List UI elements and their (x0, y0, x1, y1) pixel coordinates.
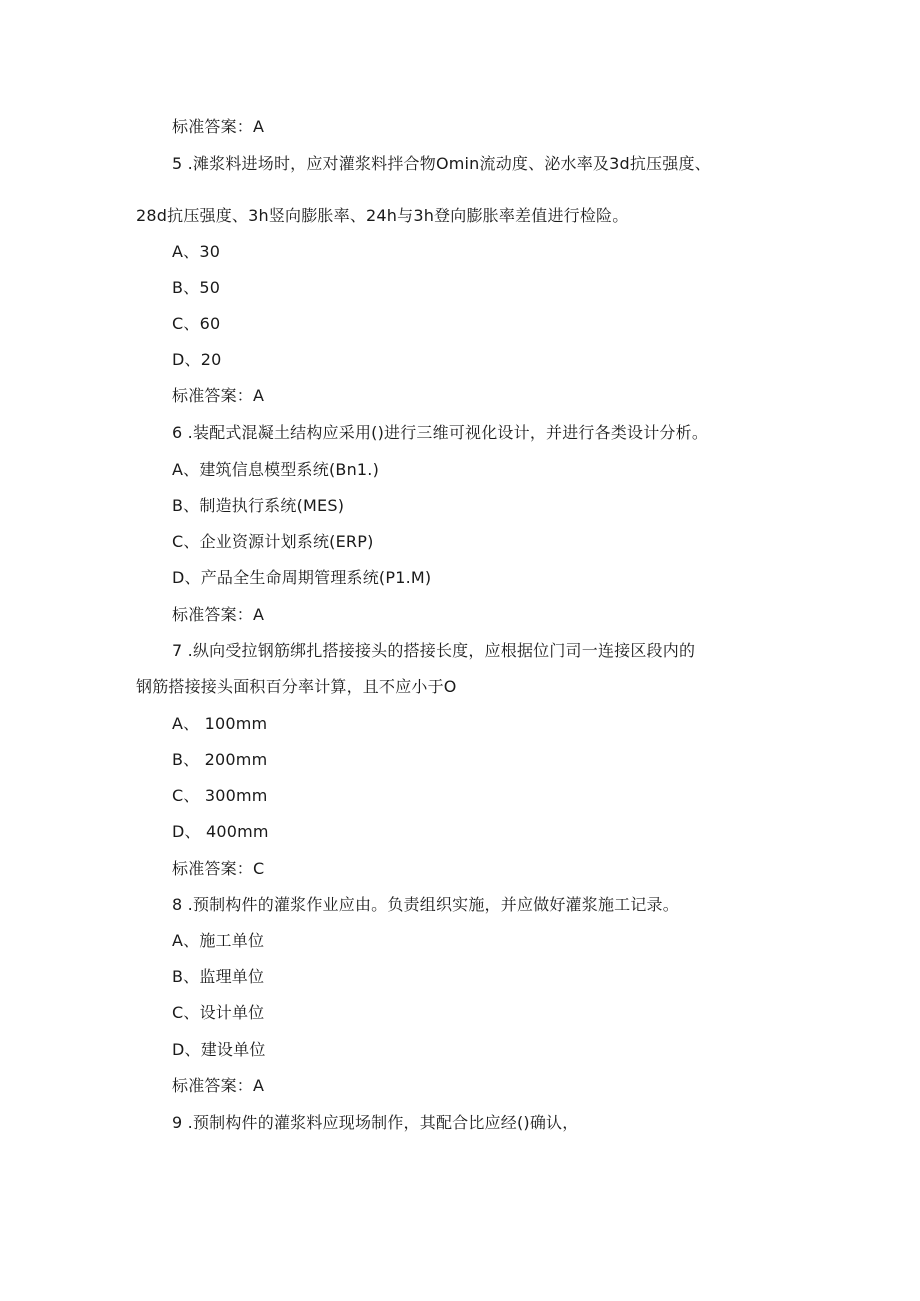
answer-line: 标准答案：A (172, 386, 265, 405)
option-c: C、60 (172, 314, 221, 333)
option-d: D、建设单位 (172, 1040, 266, 1059)
option-a: A、30 (172, 242, 221, 261)
option-a: A、施工单位 (172, 931, 265, 950)
question-7-text: 7 .纵向受拉钢筋绑扎搭接接头的搭接长度，应根据位门司一连接区段内的 (172, 641, 696, 660)
option-b: B、 200mm (172, 750, 268, 769)
answer-line: 标准答案：A (172, 605, 265, 624)
answer-line: 标准答案：A (172, 117, 265, 136)
option-d: D、产品全生命周期管理系统(P1.M) (172, 568, 432, 587)
option-b: B、制造执行系统(MES) (172, 496, 345, 515)
answer-line: 标准答案：C (172, 859, 265, 878)
option-a: A、 100mm (172, 714, 268, 733)
question-7-text-continued: 钢筋搭接接头面积百分率计算，且不应小于O (136, 677, 457, 696)
option-c: C、企业资源计划系统(ERP) (172, 532, 374, 551)
option-a: A、建筑信息模型系统(Bn1.) (172, 460, 380, 479)
question-9-text: 9 .预制构件的灌浆料应现场制作，其配合比应经()确认， (172, 1113, 579, 1132)
option-d: D、 400mm (172, 822, 269, 841)
question-5-text-continued: 28d抗压强度、3h竖向膨胀率、24h与3h登向膨胀率差值进行检险。 (136, 206, 629, 225)
question-8-text: 8 .预制构件的灌浆作业应由。负责组织实施，并应做好灌浆施工记录。 (172, 895, 679, 914)
option-c: C、设计单位 (172, 1003, 265, 1022)
question-6-text: 6 .装配式混凝土结构应采用()进行三维可视化设计，并进行各类设计分析。 (172, 423, 709, 442)
question-5-text: 5 .滩浆料进场时，应对灌浆料拌合物Omin流动度、泌水率及3d抗压强度、 (172, 154, 711, 173)
option-b: B、监理单位 (172, 967, 265, 986)
answer-line: 标准答案：A (172, 1076, 265, 1095)
option-c: C、 300mm (172, 786, 268, 805)
option-b: B、50 (172, 278, 221, 297)
option-d: D、20 (172, 350, 222, 369)
